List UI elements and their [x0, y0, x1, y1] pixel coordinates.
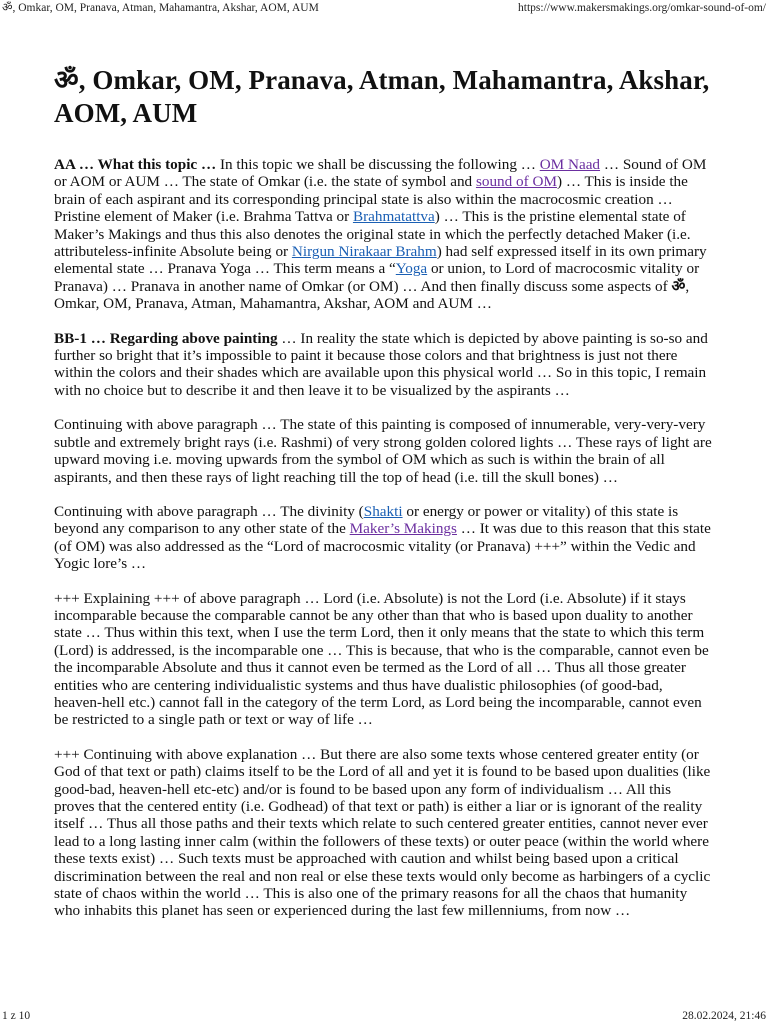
- paragraph-regarding-painting: [54, 330, 714, 400]
- paragraph-what-this-topic: [54, 156, 714, 313]
- link-yoga[interactable]: Yoga: [395, 260, 428, 278]
- paragraph-state-of-painting: Continuing with above paragraph … The state of this painting is composed of innumerable, very-very-very subtle and extremely bright rays (i.e. Rashmi) of very strong golden colored lights … These rays of light are upward moving i.e. moving upwards from the symbol of OM which as such is within the brain of all aspirants, and then these rays of light reaching till the top of head (i.e. till the skull bones) …: [54, 416, 712, 486]
- paragraph-divinity: [54, 503, 714, 573]
- paragraph-text: ) had self expressed itself in its own primary elemental state … Pranava Yoga … This term means a “: [54, 243, 707, 278]
- print-header-title: ॐ, Omkar, OM, Pranava, Atman, Mahamantra, Akshar, AOM, AUM: [2, 2, 319, 14]
- link-sound-of-om[interactable]: sound of OM: [475, 173, 557, 191]
- paragraph-text: In this topic we shall be discussing the following …: [216, 156, 540, 173]
- paragraph-text: … It was due to this reason that this state (of OM) was also addressed as the “Lord of macrocosmic vitality (or Pranava) +++” within the Vedic and Yogic lore’s …: [54, 520, 711, 573]
- om-symbol: ॐ: [671, 277, 686, 295]
- paragraph-explaining-lord: +++ Explaining +++ of above paragraph … Lord (i.e. Absolute) is not the Lord (i.e. Absolute) if it stays incomparable because the comparable cannot be any other than that who is based upon duality to another state … Thus within this text, when I use the term Lord, then it only means that the state to which this term (Lord) is addressed, is the incomparable one … This is because, that who is the comparable, cannot even be the incomparable Absolute and thus it cannot even be termed as the Lord of all … Thus all those greater entities who are centering individualistic systems and thus have dualistic philosophies (of good-bad, heaven-hell etc.) cannot fall in the category of the term Lord, as Lord being the incomparable, cannot even be restricted to a single path or text or way of life …: [54, 589, 709, 729]
- paragraph-text: or union, to Lord of macrocosmic vitality or Pranava) … Pranava in another name of Omkar (or OM) … And then finally discuss some aspects of: [54, 260, 700, 295]
- section-label-aa: AA … What this topic …: [54, 156, 217, 173]
- print-footer: [0, 1008, 768, 1024]
- section-label-bb1: BB-1 … Regarding above painting: [54, 329, 278, 347]
- page-number: 1 z 10: [2, 1010, 31, 1022]
- paragraph-text: ) … This is inside the brain of each aspirant and its corresponding principal state is also within the macrocosmic creation … Pristine element of Maker (i.e. Brahma Tattva or: [54, 173, 688, 226]
- paragraph-text: or energy or power or vitality) of this state is beyond any comparison to any other state of the: [54, 502, 679, 538]
- link-brahmatattva[interactable]: Brahmatattva: [352, 208, 435, 226]
- link-om-naad[interactable]: OM Naad: [539, 156, 601, 173]
- page-title: ॐ, Omkar, OM, Pranava, Atman, Mahamantra, Akshar, AOM, AUM: [54, 65, 710, 128]
- paragraph-text: … In reality the state which is depicted by above painting is so-so and further so bright that it’s impossible to paint it because those colors and that brightness is just not there within the colors and their shades which are available upon this physical world … So in this topic, I remain with no choice but to describe it and then leave it to be visualized by the aspirants …: [54, 329, 708, 399]
- print-header: [0, 0, 768, 16]
- paragraph-text: ) … This is the pristine elemental state of Maker’s Makings and thus this also denotes the original state in which the perfectly detached Maker (i.e. attributeless-infinite Absolute being or: [54, 208, 691, 261]
- paragraph-text: Continuing with above paragraph … The divinity (: [54, 502, 364, 520]
- link-shakti[interactable]: Shakti: [363, 502, 403, 520]
- print-header-url[interactable]: https://www.makersmakings.org/omkar-sound-of-om/: [518, 2, 766, 14]
- link-nirgun-nirakaar-brahm[interactable]: Nirgun Nirakaar Brahm: [291, 243, 437, 261]
- paragraph-text: , Omkar, OM, Pranava, Atman, Mahamantra, Akshar, AOM and AUM …: [54, 277, 690, 313]
- print-datetime: 28.02.2024, 21:46: [682, 1010, 766, 1022]
- paragraph-continuing-explanation: +++ Continuing with above explanation … But there are also some texts whose centered greater entity (or God of that text or path) claims itself to be the Lord of all and yet it is found to be based upon dualities (like good-bad, heaven-hell etc-etc) and/or is found to be based upon any form of individualism … All this proves that the centered entity (i.e. Godhead) of that text or path) is either a liar or is ignorant of the reality itself … Thus all those paths and their texts which relate to such centered greater entities, cannot never ever lead to a long lasting inner calm (within the followers of these texts) or outer peace (within the world where these texts exist) … Such texts must be approached with caution and whilst being based upon a critical discrimination between the real and non real or else these texts would only become as harbingers of a cyclic state of chaos within the world … This is also one of the primary reasons for all the chaos that humanity who inhabits this planet has seen or experienced during the last few millenniums, from now …: [54, 745, 711, 920]
- article: [54, 64, 714, 937]
- paragraph-text: … Sound of OM or AOM or AUM … The state of Omkar (i.e. the state of symbol and: [54, 156, 707, 191]
- link-makers-makings[interactable]: Maker’s Makings: [349, 520, 457, 538]
